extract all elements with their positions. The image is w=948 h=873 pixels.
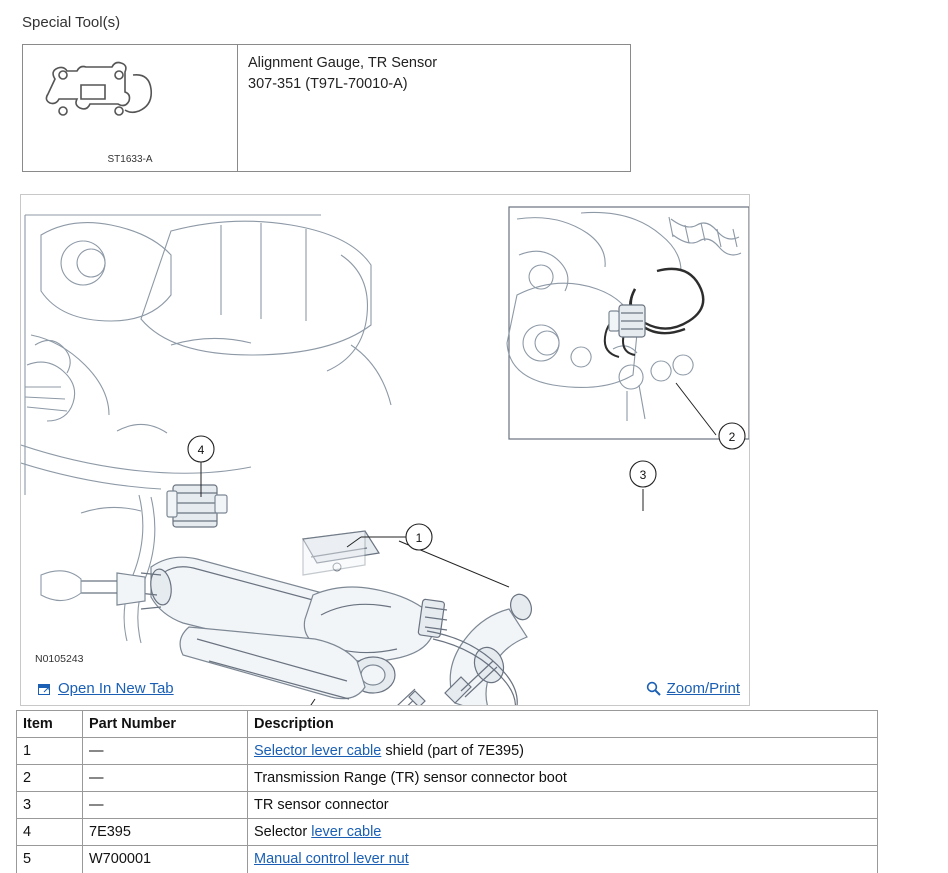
svg-text:1: 1 xyxy=(415,531,423,545)
table-row xyxy=(17,738,878,765)
transmission-diagram xyxy=(21,195,749,705)
figure-panel xyxy=(20,194,750,706)
special-tool-number: 307-351 (T97L-70010-A) xyxy=(248,76,408,93)
zoom-print-button[interactable] xyxy=(646,680,740,697)
column-header-description: Description xyxy=(248,711,878,738)
svg-text:2: 2 xyxy=(728,430,736,444)
cell-description xyxy=(248,738,878,765)
cell-part-number: — xyxy=(83,765,248,792)
special-tool-description-cell xyxy=(238,45,630,171)
svg-text:4: 4 xyxy=(197,443,205,457)
cell-item: 1 xyxy=(17,738,83,765)
parts-table xyxy=(16,710,878,873)
column-header-part-number: Part Number xyxy=(83,711,248,738)
svg-text:3: 3 xyxy=(639,468,647,482)
special-tool-name: Alignment Gauge, TR Sensor xyxy=(248,55,438,71)
column-header-item: Item xyxy=(17,711,83,738)
description-link[interactable]: Selector lever cable xyxy=(254,743,382,759)
special-tool-table xyxy=(22,44,631,172)
zoom-print-label: Zoom/Print xyxy=(666,680,740,697)
description-link[interactable]: Manual control lever nut xyxy=(254,851,409,868)
cell-description xyxy=(248,846,878,873)
special-tool-image-cell xyxy=(23,45,238,171)
figure-code: N0105243 xyxy=(35,653,84,665)
cell-item: 5 xyxy=(17,846,83,873)
figure-toolbar xyxy=(20,678,750,708)
table-row xyxy=(17,765,878,792)
cell-description: TR sensor connector xyxy=(248,792,878,819)
cell-description xyxy=(248,819,878,846)
cell-part-number: W700001 xyxy=(83,846,248,873)
cell-item: 4 xyxy=(17,819,83,846)
cell-item: 2 xyxy=(17,765,83,792)
cell-item: 3 xyxy=(17,792,83,819)
special-tool-code: ST1633-A xyxy=(107,154,153,165)
open-in-new-tab-icon xyxy=(38,682,52,696)
description-text: shield (part of 7E395) xyxy=(381,743,525,759)
cell-part-number: — xyxy=(83,738,248,765)
special-tools-heading: Special Tool(s) xyxy=(22,14,121,31)
magnifier-icon xyxy=(646,681,661,696)
cell-part-number: 7E395 xyxy=(83,819,248,846)
table-row xyxy=(17,792,878,819)
open-in-new-tab-button[interactable] xyxy=(38,680,174,697)
table-row xyxy=(17,846,878,873)
cell-description: Transmission Range (TR) sensor connector boot xyxy=(248,765,878,792)
description-link[interactable]: lever cable xyxy=(311,824,382,840)
description-prefix: Selector xyxy=(254,824,312,840)
table-header-row xyxy=(17,711,878,738)
table-row xyxy=(17,819,878,846)
cell-part-number: — xyxy=(83,792,248,819)
open-in-new-tab-label: Open In New Tab xyxy=(58,680,174,697)
